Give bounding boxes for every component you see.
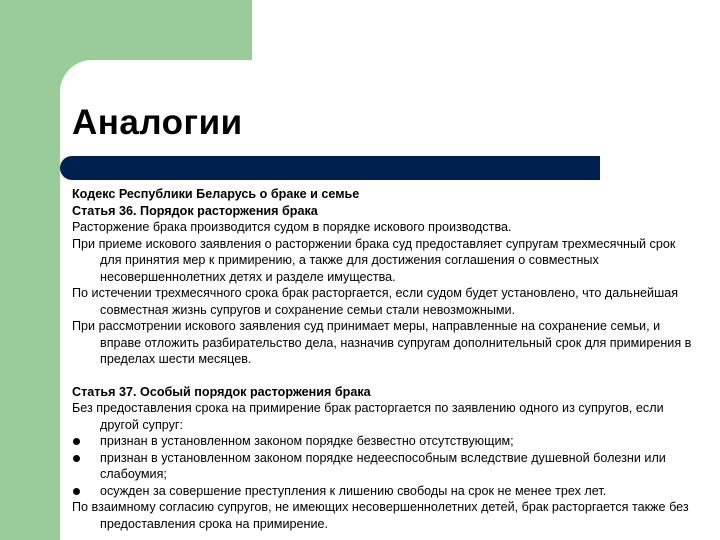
article-36-paragraph: По истечении трехмесячного срока брак расторгается, если судом будет установлено, что дальнейшая совместная жизнь супругов и сохранение семьи стали невозможными. xyxy=(72,286,679,317)
slide-body xyxy=(72,186,692,532)
slide-title: Аналогии xyxy=(72,103,243,142)
list-item-text: признан в установленном законом порядке недееспособным вследствие душевной болезни или слабоумия; xyxy=(100,450,666,481)
bullet-icon xyxy=(73,488,80,495)
bullet-icon xyxy=(73,438,80,445)
list-item xyxy=(72,433,692,450)
spacer xyxy=(72,368,692,384)
article-36-paragraph: При приеме искового заявления о расторжении брака суд предоставляет супругам трехмесячный срок для принятия мер к примирению, а также для достижения соглашения о совместных несовершеннолетних детях и разделе имущества. xyxy=(72,236,676,284)
list-item xyxy=(72,483,692,500)
list-item xyxy=(72,450,692,483)
article-36-paragraph: Расторжение брака производится судом в порядке искового производства. xyxy=(72,220,512,234)
article-37-heading: Статья 37. Особый порядок расторжения брака xyxy=(72,384,371,399)
article-36-paragraph: При рассмотрении искового заявления суд принимает меры, направленные на сохранение семьи, и вправе отложить разбирательство дела, назначив супругам дополнительный срок для примирения в пределах шести месяцев. xyxy=(72,319,692,366)
article-37-closing: По взаимному согласию супругов, не имеющих несовершеннолетних детей, брак расторгается также без предоставления срока на примирение. xyxy=(72,500,689,531)
code-heading: Кодекс Республики Беларусь о браке и семье xyxy=(72,187,360,201)
bullet-icon xyxy=(73,455,80,462)
list-item-text: осужден за совершение преступления к лишению свободы на срок не менее трех лет. xyxy=(100,483,607,498)
article-37-intro: Без предоставления срока на примирение брак расторгается по заявлению одного из супругов, если другой супруг: xyxy=(72,401,664,432)
article-36-heading: Статья 36. Порядок расторжения брака xyxy=(72,203,318,218)
title-underline-bar xyxy=(60,156,600,180)
list-item-text: признан в установленном законом порядке безвестно отсутствующим; xyxy=(100,434,514,448)
